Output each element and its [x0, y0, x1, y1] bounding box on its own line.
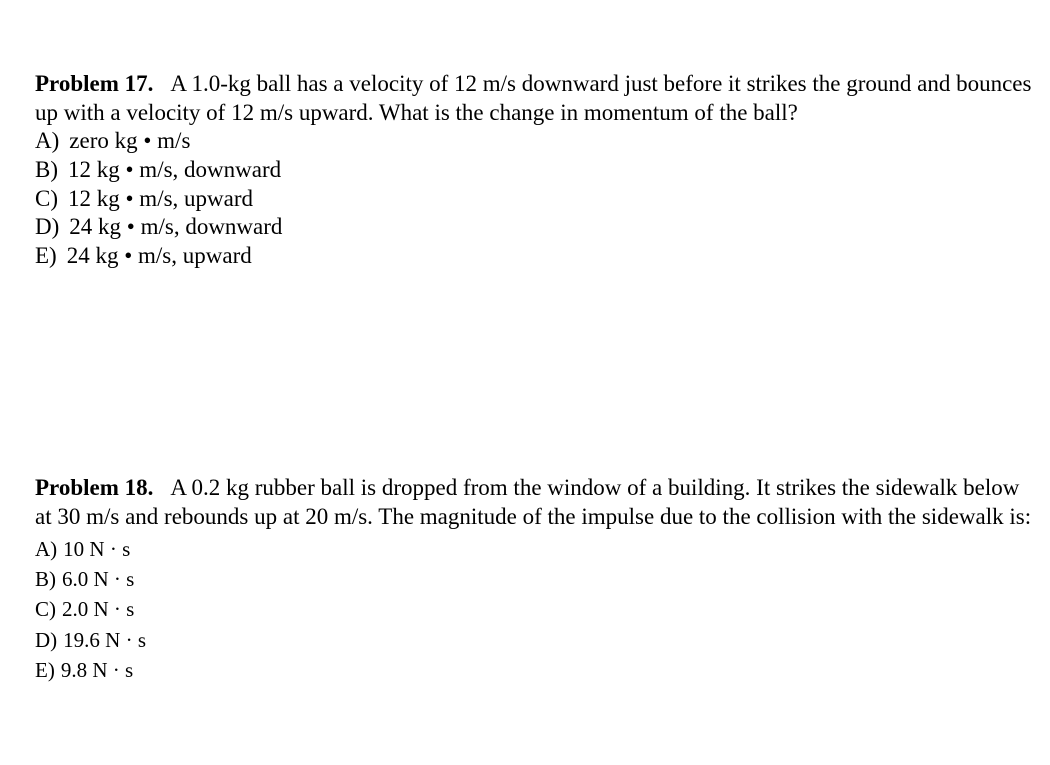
problem-17-choices	[35, 127, 1040, 271]
choice-text: 6.0 N · s	[62, 567, 135, 592]
choice-text: 12 kg • m/s, upward	[68, 185, 254, 211]
choice-letter: E)	[35, 243, 57, 269]
problem-17-choice-d	[35, 213, 1040, 242]
choice-letter: D)	[35, 627, 58, 652]
problem-18-choice-d	[35, 625, 1040, 655]
problem-17-question	[35, 70, 1040, 127]
choice-letter: C)	[35, 597, 56, 622]
choice-text: 24 kg • m/s, downward	[69, 214, 283, 240]
problem-17-question-text: A 1.0-kg ball has a velocity of 12 m/s downward just before it strikes the ground and bounces up with a velocity of 12 m/s upward. What is the change in momentum of the ball?	[35, 71, 1032, 125]
choice-text: 19.6 N · s	[63, 627, 147, 652]
choice-letter: A)	[35, 128, 60, 153]
problem-18-question	[35, 474, 1040, 531]
choice-text: 9.8 N · s	[60, 657, 134, 682]
problem-17-choice-b	[35, 156, 1040, 185]
problem-18	[35, 474, 1040, 685]
choice-letter: D)	[35, 214, 60, 240]
choice-text: zero kg • m/s	[69, 128, 191, 153]
problem-17-number: Problem 17.	[35, 71, 154, 96]
problem-18-choices	[35, 534, 1040, 685]
choice-text: 24 kg • m/s, upward	[66, 243, 252, 269]
choice-text: 12 kg • m/s, downward	[68, 156, 282, 182]
choice-letter: B)	[35, 567, 56, 592]
problem-18-number: Problem 18.	[35, 475, 154, 500]
choice-letter: A)	[35, 537, 58, 561]
choice-text: 2.0 N · s	[62, 597, 135, 622]
problem-17-choice-e	[35, 242, 1040, 271]
problem-17	[35, 70, 1040, 271]
problem-18-question-text: A 0.2 kg rubber ball is dropped from the window of a building. It strikes the sidewalk below at 30 m/s and rebounds up at 20 m/s. The magnitude of the impulse due to the collision with the sidewalk is:	[35, 475, 1032, 529]
problem-17-choice-c	[35, 185, 1040, 214]
problem-18-choice-b	[35, 564, 1040, 594]
choice-letter: C)	[35, 185, 58, 211]
choice-letter: E)	[35, 657, 55, 682]
problem-18-choice-e	[35, 655, 1040, 685]
problem-18-choice-a	[35, 534, 1040, 564]
choice-letter: B)	[35, 156, 58, 182]
problem-17-choice-a	[35, 127, 1040, 156]
problem-18-choice-c	[35, 594, 1040, 624]
choice-text: 10 N · s	[63, 537, 131, 561]
